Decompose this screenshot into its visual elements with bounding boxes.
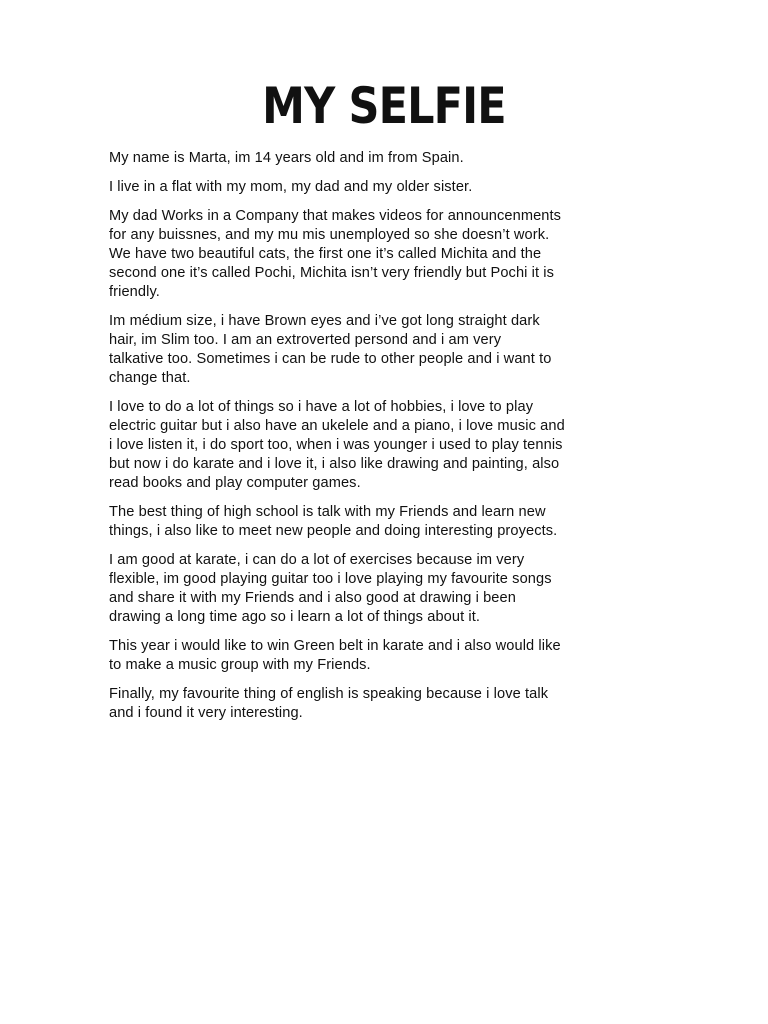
text-line: second one it’s called Pochi, Michita isn’t very friendly but Pochi it is: [109, 265, 555, 281]
text-line: and share it with my Friends and i also good at drawing i been: [109, 590, 516, 606]
document-title: MY SELFIE: [262, 77, 506, 135]
paragraph-pets: [109, 207, 654, 302]
text-line: friendly.: [109, 284, 160, 300]
text-line: Finally, my favourite thing of english is speaking because i love talk: [109, 686, 549, 702]
text-line: I live in a flat with my mom, my dad and my older sister.: [109, 179, 473, 195]
text-line: change that.: [109, 370, 191, 386]
text-line: I am good at karate, i can do a lot of exercises because im very: [109, 552, 525, 568]
document-body: [109, 149, 654, 733]
text-line: but now i do karate and i love it, i also like drawing and painting, also: [109, 456, 560, 472]
paragraph-family: [109, 178, 654, 197]
text-line: My dad Works in a Company that makes videos for announcenments: [109, 208, 562, 224]
text-line: My name is Marta, im 14 years old and im from Spain.: [109, 150, 464, 166]
text-line: The best thing of high school is talk with my Friends and learn new: [109, 504, 546, 520]
paragraph-goals: [109, 637, 654, 675]
text-line: We have two beautiful cats, the first one it’s called Michita and the: [109, 246, 542, 262]
paragraph-appearance: [109, 312, 654, 388]
text-line: i love listen it, i do sport too, when i was younger i used to play tennis: [109, 437, 563, 453]
paragraph-english: [109, 685, 654, 723]
paragraph-intro: [109, 149, 654, 168]
text-line: flexible, im good playing guitar too i love playing my favourite songs: [109, 571, 552, 587]
paragraph-skills: [109, 551, 654, 627]
paragraph-hobbies: [109, 398, 654, 493]
text-line: hair, im Slim too. I am an extroverted persond and i am very: [109, 332, 502, 348]
text-line: to make a music group with my Friends.: [109, 657, 371, 673]
text-line: for any buissnes, and my mu mis unemployed so she doesn’t work.: [109, 227, 550, 243]
text-line: read books and play computer games.: [109, 475, 361, 491]
text-line: and i found it very interesting.: [109, 705, 303, 721]
text-line: talkative too. Sometimes i can be rude to other people and i want to: [109, 351, 552, 367]
paragraph-school: [109, 503, 654, 541]
text-line: Im médium size, i have Brown eyes and i’ve got long straight dark: [109, 313, 540, 329]
text-line: I love to do a lot of things so i have a lot of hobbies, i love to play: [109, 399, 534, 415]
text-line: drawing a long time ago so i learn a lot of things about it.: [109, 609, 481, 625]
text-line: electric guitar but i also have an ukelele and a piano, i love music and: [109, 418, 565, 434]
text-line: This year i would like to win Green belt in karate and i also would like: [109, 638, 561, 654]
text-line: things, i also like to meet new people and doing interesting proyects.: [109, 523, 558, 539]
